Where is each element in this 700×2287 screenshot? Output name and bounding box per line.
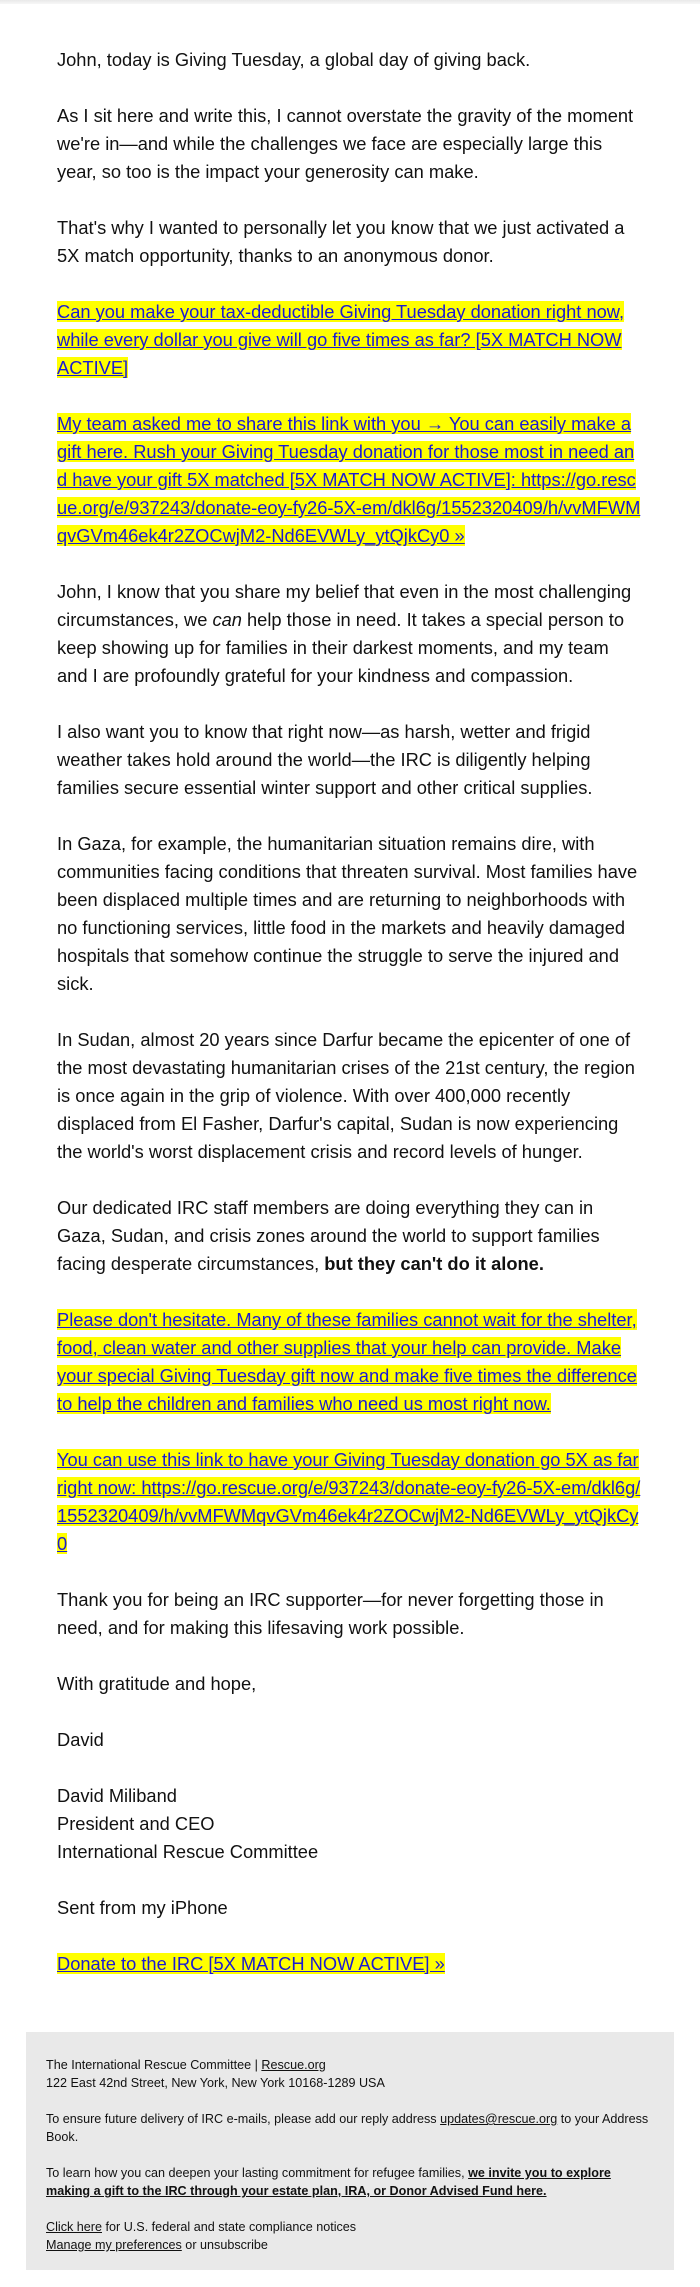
paragraph-sudan: In Sudan, almost 20 years since Darfur became the epicenter of one of the most devastating humanitarian crises of the 21st century, the region is once again in the grip of violence. With over 400,000 recently displaced from El Fasher, Darfur's capital, Sudan is now experiencing the world's worst displacement crisis and record levels of hunger. [57,1029,635,1162]
compliance-link[interactable]: Click here [46,2220,102,2234]
footer-legacy: To learn how you can deepen your lasting commitment for refugee families, we invite you to explore making a gift to the IRC through your estate plan, IRA, or Donor Advised Fund here. [46,2166,611,2198]
cta-paragraph-1 [57,298,643,382]
donate-link-1[interactable]: Can you make your tax-deductible Giving Tuesday donation right now, while every dollar you give will go five times as far? [5X MATCH NOW ACTIVE] [57,301,625,378]
email-footer [26,2032,674,2270]
paragraph-match: That's why I wanted to personally let you know that we just activated a 5X match opportunity, thanks to an anonymous donor. [57,217,625,266]
cta-paragraph-2 [57,410,643,550]
reply-email-link[interactable]: updates@rescue.org [440,2112,558,2126]
signature-title: President and CEO [57,1813,215,1834]
paragraph-winter: I also want you to know that right now—as harsh, wetter and frigid weather takes hold around the world—the IRC is diligently helping families secure essential winter support and other critical supplies. [57,721,593,798]
cta-paragraph-5 [57,1950,643,1978]
paragraph-staff: Our dedicated IRC staff members are doing everything they can in Gaza, Sudan, and crisis zones around the world to support families facing desperate circumstances, but they can't do it alone. [57,1197,600,1274]
estate-plan-link[interactable]: we invite you to explore making a gift to the IRC through your estate plan, IRA, or Donor Advised Fund here. [46,2166,611,2198]
unsubscribe-text: or unsubscribe [181,2238,268,2252]
footer-address: 122 East 42nd Street, New York, New York 10168-1289 USA [46,2076,385,2090]
donate-link-2[interactable]: My team asked me to share this link with you → You can easily make a gift here. Rush your Giving Tuesday donation for those most in need and have your gift 5X matched [5X MATCH NOW ACTIVE]: https://go.rescue.org/e/937243/donate-eoy-fy26-5X-em/dkl6g/1552320409/h/vvMFWMqvGVm46ek4r2ZOCwjM2-Nd6EVWLy_ytQjkCy0 » [57,413,641,546]
closing-line: With gratitude and hope, [57,1673,257,1694]
footer-org: The International Rescue Committee | Rescue.org 122 East 42nd Street, New York, New York 10168-1289 USA [46,2058,385,2090]
footer-compliance: Click here for U.S. federal and state compliance notices Manage my preferences or unsubscribe [46,2220,357,2252]
paragraph-thanks: Thank you for being an IRC supporter—for never forgetting those in need, and for making this lifesaving work possible. [57,1589,604,1638]
paragraph-greeting: John, today is Giving Tuesday, a global day of giving back. [57,49,531,70]
footer-delivery: To ensure future delivery of IRC e-mails, please add our reply address updates@rescue.org to your Address Book. [46,2112,649,2144]
signature-name: David Miliband [57,1785,177,1806]
cta-paragraph-3 [57,1306,643,1418]
bold-cant-alone: but they can't do it alone. [324,1253,544,1274]
signature-block [57,1782,643,1866]
cta-paragraph-4 [57,1446,643,1558]
manage-preferences-link[interactable]: Manage my preferences [46,2238,182,2252]
donate-link-3[interactable]: Please don't hesitate. Many of these families cannot wait for the shelter, food, clean water and other supplies that your help can provide. Make your special Giving Tuesday gift now and make five times the difference to help the children and families who need us most right now. [57,1309,637,1414]
signoff-name: David [57,1729,104,1750]
donate-link-5[interactable]: Donate to the IRC [5X MATCH NOW ACTIVE] » [57,1953,445,1974]
signature-org: International Rescue Committee [57,1841,319,1862]
emphasis-can: can [212,609,242,630]
paragraph-gravity: As I sit here and write this, I cannot overstate the gravity of the moment we're in—and while the challenges we face are especially large this year, so too is the impact your generosity can make. [57,105,634,182]
sent-from: Sent from my iPhone [57,1897,228,1918]
paragraph-gaza: In Gaza, for example, the humanitarian situation remains dire, with communities facing conditions that threaten survival. Most families have been displaced multiple times and are returning to neighborhoods with no functioning services, little food in the markets and heavily damaged hospitals that somehow continue the struggle to serve the injured and sick. [57,833,638,994]
rescue-org-link[interactable]: Rescue.org [261,2058,326,2072]
paragraph-belief: John, I know that you share my belief that even in the most challenging circumstances, we can help those in need. It takes a special person to keep showing up for families in their darkest moments, and my team and I are profoundly grateful for your kindness and compassion. [57,581,632,686]
email-body [57,4,643,1978]
donate-link-4[interactable]: You can use this link to have your Giving Tuesday donation go 5X as far right now: https://go.rescue.org/e/937243/donate-eoy-fy26-5X-em/dkl6g/1552320409/h/vvMFWMqvGVm46ek4r2ZOCwjM2-Nd6EVWLy_ytQjkCy0 [57,1449,641,1554]
